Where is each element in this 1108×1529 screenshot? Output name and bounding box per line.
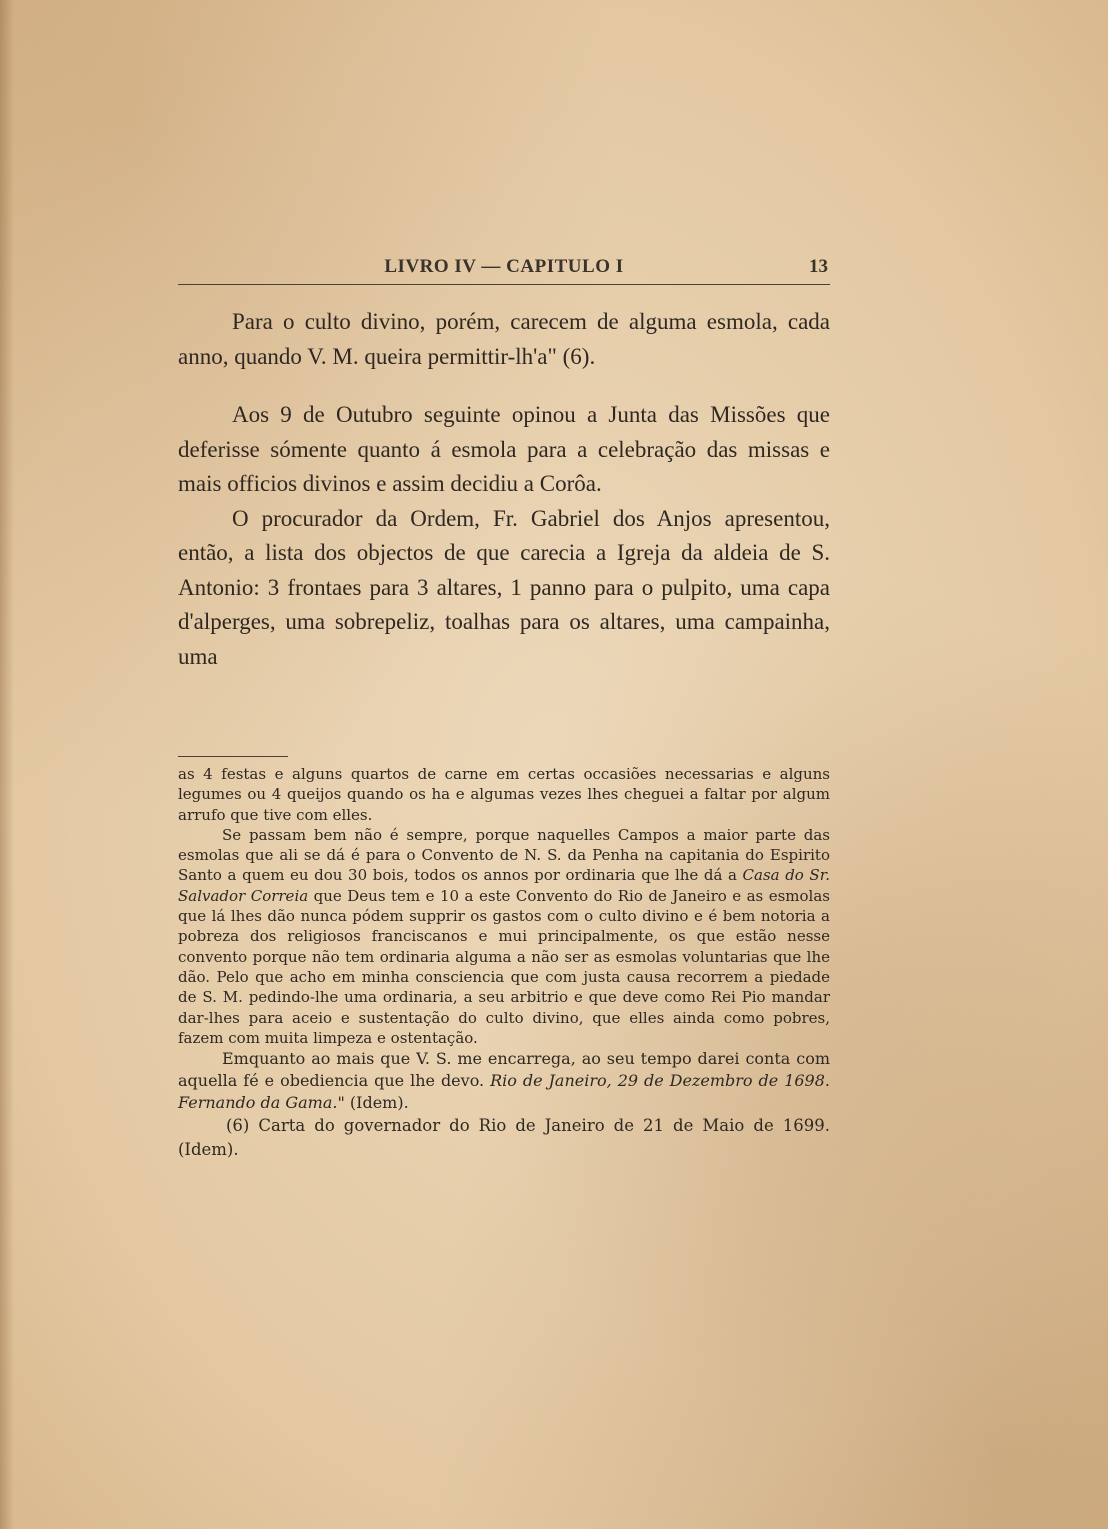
footnote-rule <box>178 756 288 757</box>
page-edge-shadow <box>0 0 14 1529</box>
footnote-italic-signature: Rio de Janeiro, 29 de Dezembro de 1698. Fernando da Gama." <box>178 1071 831 1113</box>
footnote-text: (Idem). <box>344 1093 409 1113</box>
page-number: 13 <box>809 256 828 277</box>
footnote-paragraph-3 <box>178 1048 830 1114</box>
footnote-text: Emquanto ao mais que V. S. me encarrega, ao seu tempo darei conta com aquella fé e obediencia que lhe devo. <box>178 1049 830 1091</box>
footnote-6: (6) Carta do governador do Rio de Janeiro de 21 de Maio de 1699. (Idem). <box>178 1116 830 1160</box>
footnote-text: Se passam bem não é sempre, porque naquelles Campos a maior parte das esmolas que ali se dá é para o Convento de N. S. da Penha na capitania do Espirito Santo a quem eu dou 30 bois, todos os annos por ordinaria que lhe dá a <box>178 825 830 885</box>
page-header <box>178 256 830 282</box>
main-text <box>178 305 830 674</box>
body-paragraph-2: Aos 9 de Outubro seguinte opinou a Junta das Missões que deferisse sómente quanto á esmola para a celebração das missas e mais officios divinos e assim decidiu a Corôa. <box>178 402 830 496</box>
footnote-paragraph-2 <box>178 825 830 1048</box>
footnote-continuation: as 4 festas e alguns quartos de carne em certas occasiões necessarias e alguns legumes ou 4 queijos quando os ha e algumas vezes lhes cheguei a faltar por algum arrufo que tive com elles. <box>178 765 830 824</box>
body-paragraph-3: O procurador da Ordem, Fr. Gabriel dos Anjos apresentou, então, a lista dos objectos de que carecia a Igreja da aldeia de S. Antonio: 3 frontaes para 3 altares, 1 panno para o pulpito, uma capa d'alperges, uma sobrepeliz, toalhas para os altares, uma campainha, uma <box>178 505 830 669</box>
footnote-italic-text: Casa do Sr. Salvador Correia <box>178 866 830 905</box>
header-rule <box>178 284 830 285</box>
footnotes <box>178 764 830 1162</box>
footnote-text: que Deus tem e 10 a este Convento do Rio de Janeiro e as esmolas que lá lhes dão nunca pódem supprir os gastos com o culto divino e é bem notoria a pobreza dos religiosos franciscanos e mui principalmente, os que estão nesse convento porque não tem ordinaria alguma a não ser as esmolas voluntarias que lhe dão. Pelo que acho em minha consciencia que com justa causa recorrem a piedade de S. M. pedindo-lhe uma ordinaria, a seu arbitrio e que deve como Rei Pio mandar dar-lhes para aceio e sustentação do culto divino, que elles ainda como pobres, fazem com muita limpeza e ostentação. <box>178 886 830 1047</box>
running-head: LIVRO IV — CAPITULO I <box>384 256 624 277</box>
body-paragraph-1: Para o culto divino, porém, carecem de alguma esmola, cada anno, quando V. M. queira permittir-lh'a" (6). <box>178 309 830 369</box>
